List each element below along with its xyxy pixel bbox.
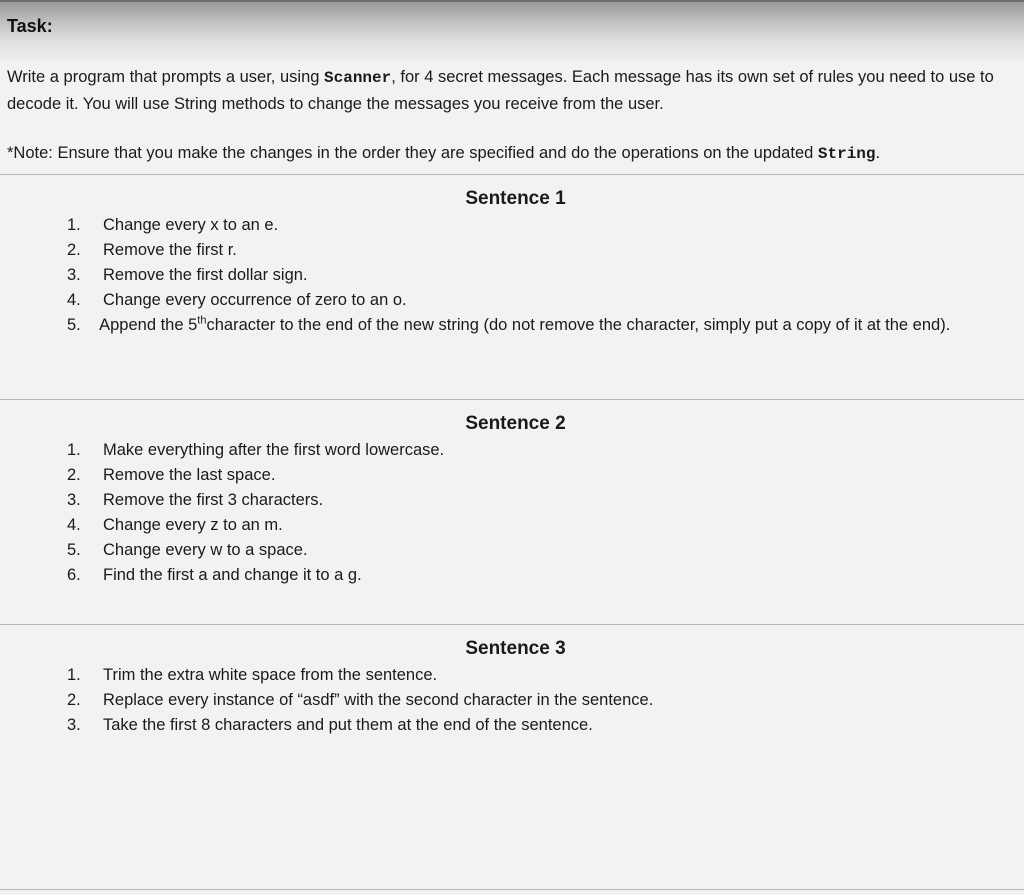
list-number: 3. [67, 491, 81, 509]
section-divider [0, 399, 1024, 400]
list-text: Remove the first dollar sign. [103, 266, 308, 284]
note-text-end: . [875, 144, 881, 162]
list-item [0, 513, 1024, 538]
list-number: 3. [67, 266, 81, 284]
list-text: Find the first a and change it to a g. [103, 566, 362, 584]
list-text: Remove the last space. [103, 466, 276, 484]
list-item [0, 288, 1024, 313]
string-code: String [817, 145, 876, 163]
sentence-3-section [0, 636, 1024, 738]
list-text: Replace every instance of “asdf” with the second character in the sentence. [103, 691, 654, 709]
list-item [0, 313, 1024, 338]
task-title: Task: [7, 16, 53, 36]
list-text: Append the 5 [99, 316, 198, 334]
list-number: 5. [67, 541, 81, 559]
list-text: Remove the first r. [103, 241, 237, 259]
list-text-continued: character to the end of the new string (do not remove the character, simply put a copy of it at the end). [206, 316, 951, 334]
list-number: 5. [67, 316, 81, 334]
list-text: Change every z to an m. [103, 516, 283, 534]
list-item [0, 563, 1024, 588]
intro-text: Write a program that prompts a user, using [7, 68, 325, 86]
task-header-bar [0, 0, 1024, 62]
sentence-2-section [0, 411, 1024, 588]
sentence-1-section [0, 186, 1024, 338]
list-number: 2. [67, 241, 81, 259]
section-divider [0, 889, 1024, 890]
list-number: 2. [67, 466, 81, 484]
list-item [0, 713, 1024, 738]
rule-list [0, 438, 1024, 588]
list-number: 4. [67, 291, 81, 309]
list-number: 1. [67, 666, 81, 684]
section-title: Sentence 3 [465, 638, 566, 659]
list-text: Take the first 8 characters and put them at the end of the sentence. [103, 716, 593, 734]
list-text: Change every x to an e. [103, 216, 279, 234]
section-title: Sentence 2 [465, 413, 566, 434]
list-item [0, 688, 1024, 713]
list-text: Remove the first 3 characters. [103, 491, 324, 509]
list-item [0, 488, 1024, 513]
list-number: 1. [67, 216, 81, 234]
section-divider [0, 624, 1024, 625]
scanner-code: Scanner [324, 69, 392, 87]
note-text: *Note: Ensure that you make the changes in the order they are specified and do the operations on the updated [7, 144, 818, 162]
intro-text-continued: , for 4 secret messages. Each message has its own set of rules you need to use to decode it. You will use String methods to change the messages you receive from the user. [7, 68, 994, 113]
rule-list [0, 213, 1024, 338]
section-divider [0, 174, 1024, 175]
list-text: Change every w to a space. [103, 541, 308, 559]
list-text: Trim the extra white space from the sentence. [103, 666, 438, 684]
list-item [0, 438, 1024, 463]
list-text: Make everything after the first word lowercase. [103, 441, 445, 459]
note-paragraph [7, 140, 1012, 167]
list-number: 1. [67, 441, 81, 459]
list-item [0, 463, 1024, 488]
list-number: 3. [67, 716, 81, 734]
rule-list [0, 663, 1024, 738]
ordinal-superscript: th [197, 314, 207, 327]
intro-paragraph [7, 64, 1012, 117]
list-item [0, 213, 1024, 238]
task-description [7, 64, 1012, 167]
list-item [0, 538, 1024, 563]
list-number: 4. [67, 516, 81, 534]
list-text: Change every occurrence of zero to an o. [103, 291, 407, 309]
list-item [0, 238, 1024, 263]
list-item [0, 663, 1024, 688]
list-item [0, 263, 1024, 288]
list-number: 2. [67, 691, 81, 709]
list-number: 6. [67, 566, 81, 584]
section-title: Sentence 1 [465, 188, 566, 209]
